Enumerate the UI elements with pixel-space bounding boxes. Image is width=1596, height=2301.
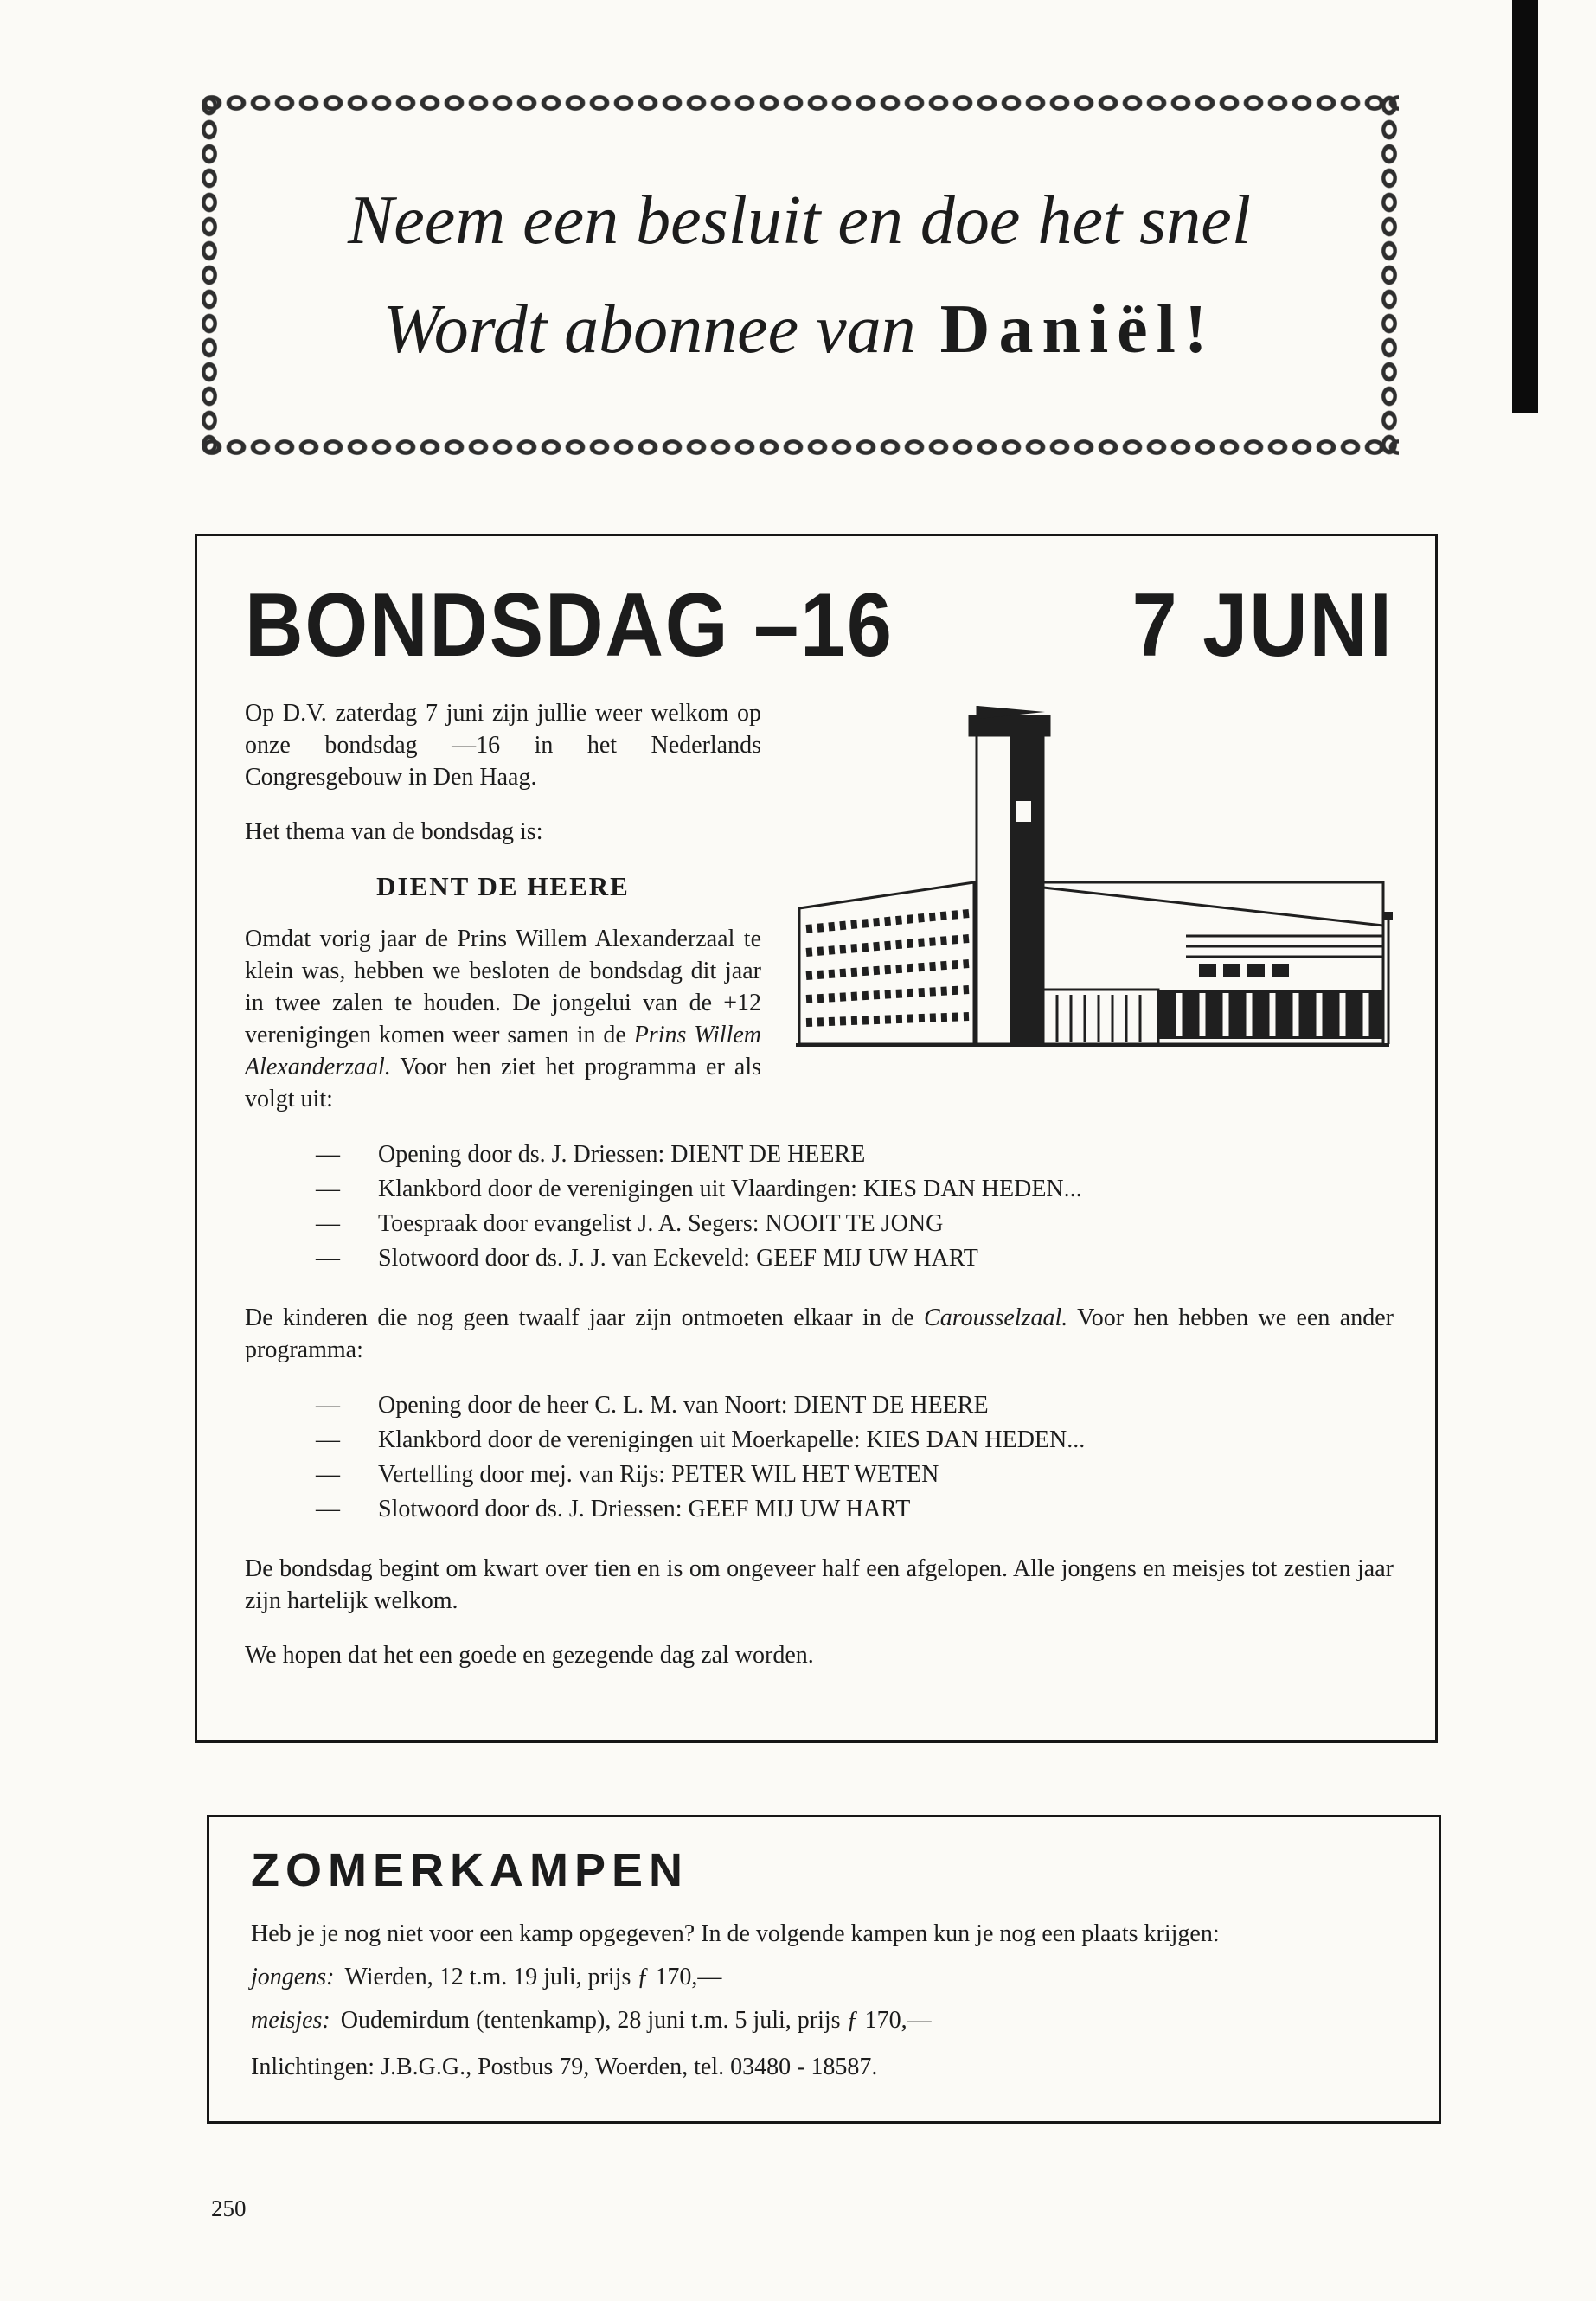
congresgebouw-illustration [792,704,1394,1054]
promo-line-1: Neem een besluit en doe het snel [347,183,1252,259]
paragraph-3-post: Voor hen ziet het programma er als volgt uit: [245,1054,761,1113]
promo-line-2-prefix: Wordt abonnee van [382,292,916,368]
scan-artifact-bar [1512,0,1538,413]
program-item-text: Vertelling door mej. van Rijs: PETER WIL HET WETEN [378,1461,939,1489]
page-number: 250 [211,2195,247,2221]
dash-bullet: — [316,1210,340,1238]
meisjes-text: Oudemirdum (tentenkamp), 28 juni t.m. 5 juli, prijs ƒ 170,— [340,2007,932,2034]
bondsdag-paragraph-2: Het thema van de bondsdag is: [245,818,543,846]
bondsdag-paragraph-1: Op D.V. zaterdag 7 juni zijn jullie weer welkom op onze bondsdag —16 in het Nederlands Congresgebouw in Den Haag. [245,700,761,792]
program-1-item [316,1207,1394,1241]
paragraph-4-italic: Carousselzaal. [924,1304,1068,1332]
bondsdag-title: BONDSDAG –16 [245,575,894,676]
program-item-text: Toespraak door evangelist J. A. Segers: NOOIT TE JONG [378,1210,944,1238]
bondsdag-paragraph-5: De bondsdag begint om kwart over tien en is om ongeveer half een afgelopen. Alle jongens en meisjes tot zestien jaar zijn hartelijk welkom. [245,1555,1394,1615]
program-2-item [316,1423,1394,1458]
program-list-2 [316,1388,1394,1527]
zomerkampen-title: ZOMERKAMPEN [251,1844,689,1896]
zomerkampen-jongens-line [251,1959,1395,1996]
dash-bullet: — [316,1392,340,1420]
program-item-text: Klankbord door de verenigingen uit Vlaardingen: KIES DAN HEDEN... [378,1176,1082,1203]
program-1-item [316,1172,1394,1207]
building-line-drawing [792,704,1394,1054]
program-1-item [316,1138,1394,1172]
zomerkampen-info-line: Inlichtingen: J.B.G.G., Postbus 79, Woerden, tel. 03480 - 18587. [251,2054,878,2080]
program-item-text: Opening door de heer C. L. M. van Noort: DIENT DE HEERE [378,1392,989,1420]
program-list-1 [316,1138,1394,1276]
bondsdag-paragraph-4 [245,1302,1394,1366]
program-item-text: Slotwoord door ds. J. Driessen: GEEF MIJ UW HART [378,1496,911,1523]
jongens-text: Wierden, 12 t.m. 19 juli, prijs ƒ 170,— [344,1964,722,1990]
paragraph-3-pre: Omdat vorig jaar de Prins Willem Alexanderzaal te klein was, hebben we besloten de bondsdag dit jaar in twee zalen te houden. De jongelui van de +12 verenigingen komen weer samen in de [245,926,761,1049]
dash-bullet: — [316,1461,340,1489]
program-1-item [316,1241,1394,1276]
dash-bullet: — [316,1176,340,1203]
daniel-brand-name: Daniël! [939,292,1216,368]
zomerkampen-meisjes-line [251,2003,1395,2039]
dash-bullet: — [316,1141,340,1169]
program-item-text: Klankbord door de verenigingen uit Moerkapelle: KIES DAN HEDEN... [378,1426,1086,1454]
promo-line-2 [382,293,1215,366]
paragraph-3-italic: Prins Willem Alexanderzaal. [245,1022,761,1081]
paragraph-4-post: Voor hen hebben we een ander programma: [245,1304,1394,1364]
dash-bullet: — [316,1245,340,1272]
program-2-item [316,1492,1394,1527]
bondsdag-date: 7 JUNI [1131,575,1394,676]
dash-bullet: — [316,1496,340,1523]
program-2-item [316,1388,1394,1423]
jongens-label: jongens: [251,1964,335,1990]
zomerkampen-box [207,1815,1441,2124]
bondsdag-article-box [195,534,1438,1743]
bondsdag-theme-heading: DIENT DE HEERE [376,871,630,902]
bondsdag-paragraph-6: We hopen dat het een goede en gezegende dag zal worden. [245,1642,814,1670]
bondsdag-title-row [245,575,1394,676]
zomerkampen-intro: Heb je je nog niet voor een kamp opgegeven? In de volgende kampen kun je nog een plaats krijgen: [251,1920,1220,1947]
program-item-text: Opening door ds. J. Driessen: DIENT DE HEERE [378,1141,866,1169]
dash-bullet: — [316,1426,340,1454]
paragraph-4-pre: De kinderen die nog geen twaalf jaar zijn ontmoeten elkaar in de [245,1304,925,1332]
program-item-text: Slotwoord door ds. J. J. van Eckeveld: GEEF MIJ UW HART [378,1245,978,1272]
bondsdag-body [245,697,1394,1671]
program-2-item [316,1458,1394,1492]
meisjes-label: meisjes: [251,2007,330,2034]
subscription-promo-box [200,93,1399,457]
